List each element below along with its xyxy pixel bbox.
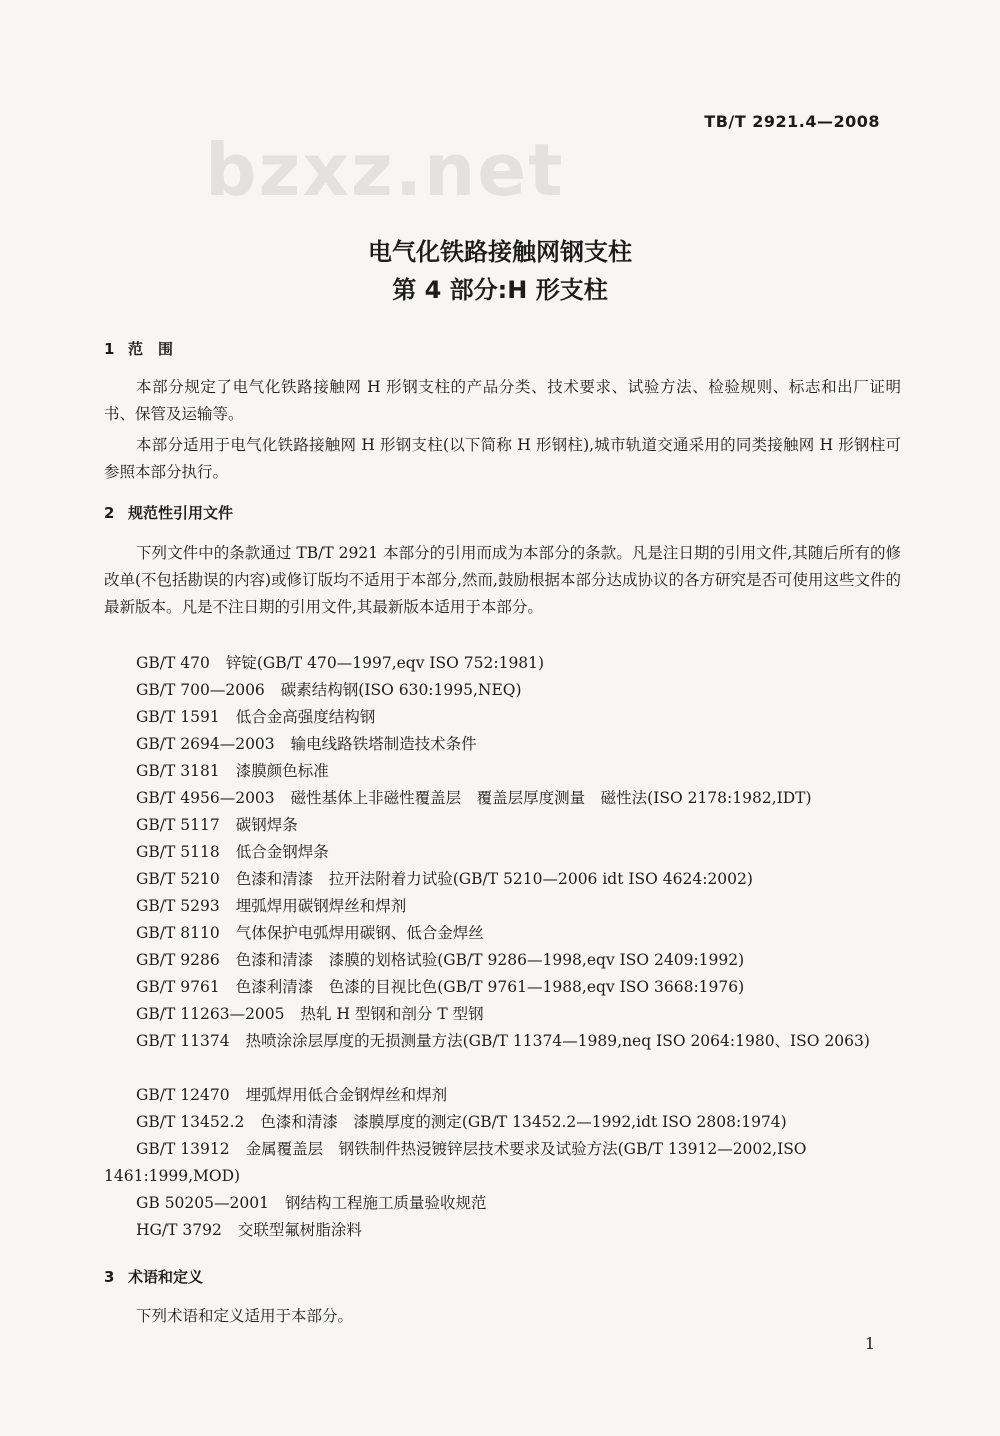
reference-title: 金属覆盖层 钢铁制件热浸镀锌层技术要求及试验方法(GB/T 13912—2002,ISO 1461:1999,MOD) [104, 1140, 807, 1185]
reference-code: GB/T 5210 [136, 870, 220, 888]
section-number: 2 [104, 504, 115, 522]
reference-item [104, 866, 901, 893]
reference-title: 输电线路铁塔制造技术条件 [290, 735, 477, 753]
reference-item [104, 731, 901, 758]
reference-list [104, 650, 901, 1244]
reference-title: 漆膜颜色标准 [235, 762, 329, 780]
reference-code: GB/T 3181 [136, 762, 220, 780]
reference-item [104, 650, 901, 677]
reference-title: 埋弧焊用低合金钢焊丝和焊剂 [245, 1086, 448, 1104]
reference-code: GB/T 8110 [136, 924, 220, 942]
reference-item [104, 677, 901, 704]
reference-item [104, 947, 901, 974]
reference-item [104, 920, 901, 947]
reference-code: HG/T 3792 [136, 1221, 222, 1239]
reference-title: 碳素结构钢(ISO 630:1995,NEQ) [280, 681, 522, 699]
reference-title: 低合金钢焊条 [235, 843, 329, 861]
section-title: 范 围 [128, 340, 174, 358]
section-title: 规范性引用文件 [128, 504, 234, 522]
scope-paragraph-1: 本部分规定了电气化铁路接触网 H 形钢支柱的产品分类、技术要求、试验方法、检验规则、标志和出厂证明书、保管及运输等。 [104, 378, 901, 423]
reference-code: GB/T 2694—2003 [136, 735, 275, 753]
reference-item [104, 1217, 901, 1244]
watermark: bzxz.net [205, 128, 565, 212]
reference-item [104, 974, 901, 1001]
reference-item [104, 1001, 901, 1028]
reference-item [104, 1109, 901, 1136]
reference-code: GB/T 12470 [136, 1086, 230, 1104]
reference-title: 热喷涂涂层厚度的无损测量方法(GB/T 11374—1989,neq ISO 2064:1980、ISO 2063) [245, 1032, 870, 1050]
reference-item [104, 785, 901, 812]
section-heading-normative-references [104, 502, 233, 523]
section-title: 术语和定义 [128, 1268, 204, 1286]
reference-item [104, 758, 901, 785]
reference-code: GB/T 4956—2003 [136, 789, 275, 807]
reference-code: GB/T 5118 [136, 843, 220, 861]
section-number: 1 [104, 340, 115, 358]
reference-title: 碳钢焊条 [235, 816, 298, 834]
reference-title: 磁性基体上非磁性覆盖层 覆盖层厚度测量 磁性法(ISO 2178:1982,IDT) [290, 789, 812, 807]
reference-code: GB/T 9286 [136, 951, 220, 969]
reference-item [104, 704, 901, 731]
reference-code: GB/T 5117 [136, 816, 220, 834]
reference-code: GB/T 13912 [136, 1140, 230, 1158]
page-number: 1 [864, 1334, 875, 1353]
reference-title: 埋弧焊用碳钢焊丝和焊剂 [235, 897, 407, 915]
document-subtitle: 第 4 部分:H 形支柱 [392, 276, 608, 304]
reference-title: 色漆和清漆 漆膜的划格试验(GB/T 9286—1998,eqv ISO 2409:1992) [235, 951, 745, 969]
reference-code: GB/T 13452.2 [136, 1113, 245, 1131]
references-intro-paragraph: 下列文件中的条款通过 TB/T 2921 本部分的引用而成为本部分的条款。凡是注日期的引用文件,其随后所有的修改单(不包括勘误的内容)或修订版均不适用于本部分,然而,鼓励根据本部分达成协议的各方研究是否可使用这些文件的最新版本。凡是不注日期的引用文件,其最新版本适用于本部分。 [104, 544, 901, 616]
section-number: 3 [104, 1268, 115, 1286]
reference-code: GB/T 5293 [136, 897, 220, 915]
section-heading-scope [104, 338, 173, 359]
reference-item [104, 1136, 901, 1190]
reference-code: GB/T 470 [136, 654, 210, 672]
reference-title: 色漆和清漆 拉开法附着力试验(GB/T 5210—2006 idt ISO 4624:2002) [235, 870, 753, 888]
reference-code: GB/T 11263—2005 [136, 1005, 285, 1023]
reference-title: 热轧 H 型钢和剖分 T 型钢 [300, 1005, 484, 1023]
reference-code: GB/T 9761 [136, 978, 220, 996]
reference-item [104, 839, 901, 866]
scope-paragraph-2: 本部分适用于电气化铁路接触网 H 形钢支柱(以下简称 H 形钢柱),城市轨道交通采用的同类接触网 H 形钢柱可参照本部分执行。 [104, 436, 901, 481]
section-heading-terms-definitions [104, 1266, 203, 1287]
reference-item [104, 1190, 901, 1217]
reference-code: GB/T 1591 [136, 708, 220, 726]
reference-title: 色漆利清漆 色漆的目视比色(GB/T 9761—1988,eqv ISO 3668:1976) [235, 978, 745, 996]
document-title: 电气化铁路接触网钢支柱 [368, 238, 632, 266]
standard-code: TB/T 2921.4—2008 [704, 112, 880, 131]
reference-title: 气体保护电弧焊用碳钢、低合金焊丝 [235, 924, 484, 942]
reference-title: 钢结构工程施工质量验收规范 [284, 1194, 487, 1212]
reference-item [104, 812, 901, 839]
reference-item [104, 1082, 901, 1109]
terms-paragraph: 下列术语和定义适用于本部分。 [136, 1307, 354, 1325]
reference-code: GB 50205—2001 [136, 1194, 269, 1212]
reference-title: 色漆和清漆 漆膜厚度的测定(GB/T 13452.2—1992,idt ISO 2808:1974) [260, 1113, 787, 1131]
reference-item [104, 1028, 901, 1082]
reference-title: 低合金高强度结构钢 [235, 708, 376, 726]
reference-code: GB/T 700—2006 [136, 681, 265, 699]
reference-item [104, 893, 901, 920]
reference-code: GB/T 11374 [136, 1032, 230, 1050]
reference-title: 锌锭(GB/T 470—1997,eqv ISO 752:1981) [225, 654, 545, 672]
reference-title: 交联型氟树脂涂料 [237, 1221, 362, 1239]
